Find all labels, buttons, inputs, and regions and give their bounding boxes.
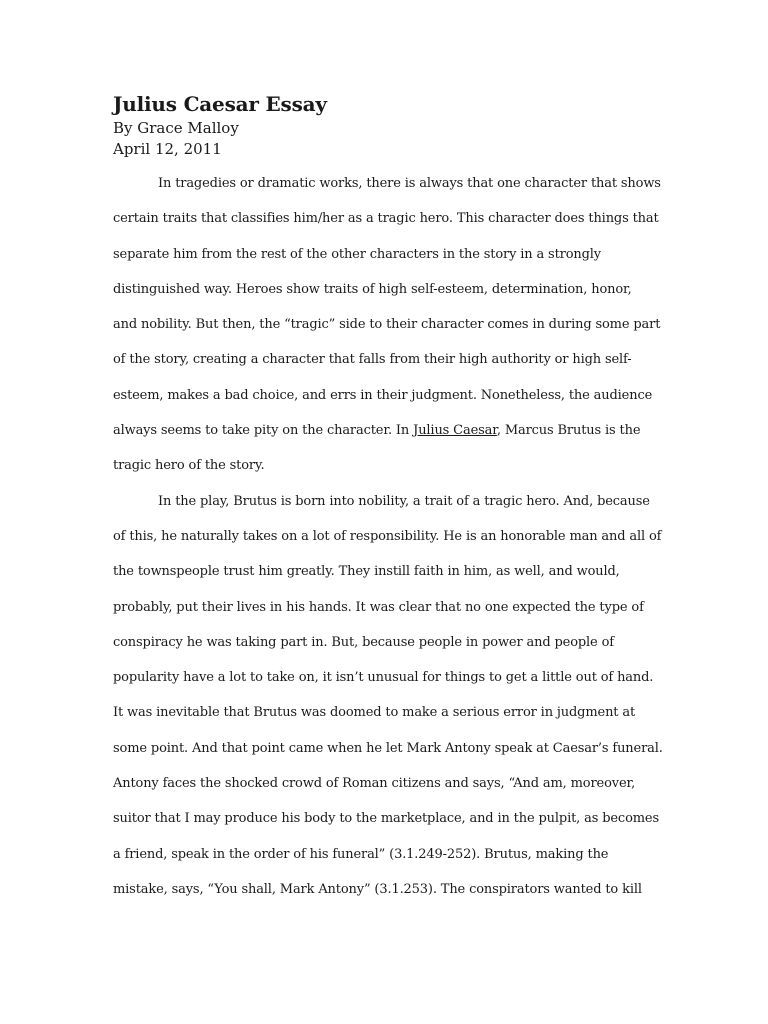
paragraph-2-line-4: probably, put their lives in his hands. It was clear that no one expected the type of bbox=[113, 599, 644, 615]
paragraph-1-line-9: tragic hero of the story. bbox=[113, 458, 265, 474]
essay-body bbox=[113, 166, 661, 907]
paragraph-1-line-7: esteem, makes a bad choice, and errs in their judgment. Nonetheless, the audience bbox=[113, 387, 653, 403]
paragraph-2-line-10: suitor that I may produce his body to the marketplace, and in the pulpit, as becomes bbox=[113, 811, 659, 827]
paragraph-1-line-3: separate him from the rest of the other characters in the story in a strongly bbox=[113, 246, 601, 262]
paragraph-1-line-1: In tragedies or dramatic works, there is always that one character that shows bbox=[158, 176, 661, 191]
paragraph-1-line-2: certain traits that classifies him/her as a tragic hero. This character does things that bbox=[113, 211, 659, 227]
paragraph-1-line-6: of the story, creating a character that falls from their high authority or high self- bbox=[113, 352, 632, 368]
paragraph-2-line-5: conspiracy he was taking part in. But, because people in power and people of bbox=[113, 634, 614, 650]
essay-date: April 12, 2011 bbox=[113, 140, 222, 158]
line-text-after: , Marcus Brutus is the bbox=[496, 423, 641, 439]
essay-title: Julius Caesar Essay bbox=[113, 92, 327, 116]
paragraph-2-line-3: the townspeople trust him greatly. They instill faith in him, as well, and would, bbox=[113, 564, 620, 580]
paragraph-1-line-5: and nobility. But then, the “tragic” side to their character comes in during some part bbox=[113, 317, 661, 333]
paragraph-1-line-4: distinguished way. Heroes show traits of high self-esteem, determination, honor, bbox=[113, 281, 632, 297]
paragraph-2-line-9: Antony faces the shocked crowd of Roman citizens and says, “And am, moreover, bbox=[113, 776, 636, 792]
paragraph-2-line-8: some point. And that point came when he let Mark Antony speak at Caesar’s funeral. bbox=[113, 740, 663, 756]
line-text-before: always seems to take pity on the character. In bbox=[113, 423, 414, 439]
paragraph-2-line-1: In the play, Brutus is born into nobility, a trait of a tragic hero. And, because bbox=[158, 493, 650, 509]
document-header bbox=[113, 90, 673, 160]
paragraph-2-line-2: of this, he naturally takes on a lot of responsibility. He is an honorable man and all of bbox=[113, 528, 662, 544]
paragraph-1-line-8 bbox=[113, 413, 661, 448]
paragraph-2-line-6: popularity have a lot to take on, it isn’t unusual for things to get a little out of hand. bbox=[113, 670, 654, 686]
paragraph-2-line-12: mistake, says, “You shall, Mark Antony” (3.1.253). The conspirators wanted to kill bbox=[113, 881, 642, 897]
play-title-underlined: Julius Caesar bbox=[413, 423, 497, 439]
paragraph-2-line-7: It was inevitable that Brutus was doomed to make a serious error in judgment at bbox=[113, 705, 636, 721]
paragraph-2-line-11: a friend, speak in the order of his funeral” (3.1.249-252). Brutus, making the bbox=[113, 846, 609, 862]
essay-author: By Grace Malloy bbox=[113, 119, 239, 137]
